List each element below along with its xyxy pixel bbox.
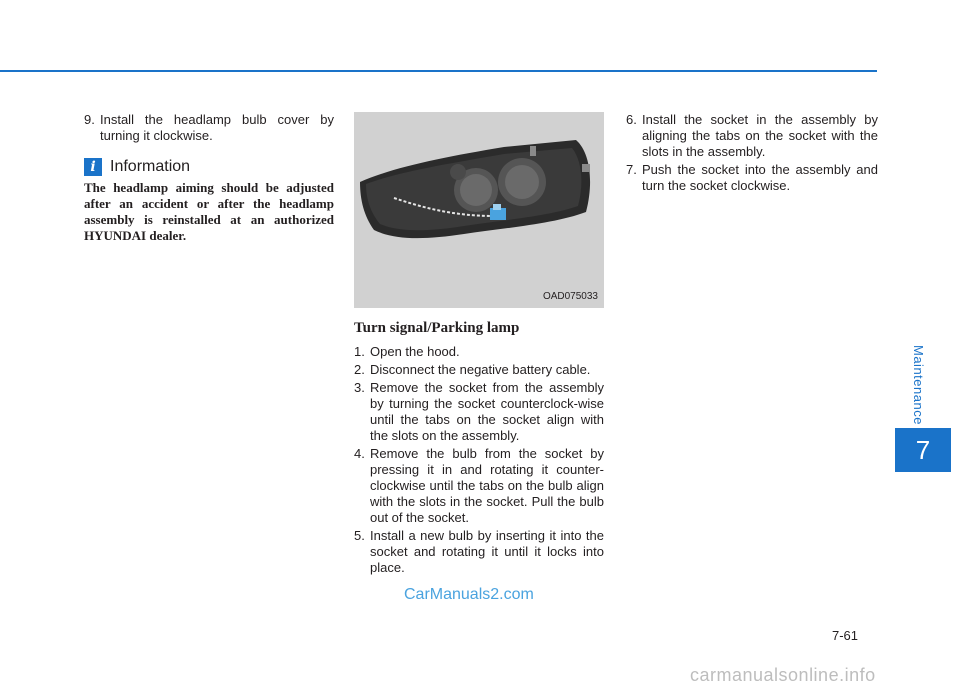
step-number: 2. — [354, 362, 365, 377]
left-column — [84, 112, 334, 244]
step-number: 7. — [626, 162, 637, 177]
footer-watermark: carmanualsonline.info — [690, 665, 876, 685]
watermark-link[interactable]: CarManuals2.com — [404, 586, 534, 603]
middle-column — [354, 112, 604, 578]
step-3 — [354, 380, 604, 444]
step-2 — [354, 362, 604, 378]
step-text: Install a new bulb by inserting it into the socket and rotating it until it locks into place. — [370, 528, 604, 575]
step-9 — [84, 112, 334, 144]
info-icon: i — [84, 158, 102, 176]
information-heading — [84, 158, 334, 176]
step-7 — [626, 162, 878, 194]
step-number: 1. — [354, 344, 365, 359]
step-text: Open the hood. — [370, 344, 460, 359]
right-column — [626, 112, 878, 196]
step-text: Disconnect the negative battery cable. — [370, 362, 591, 377]
step-4 — [354, 446, 604, 526]
headlamp-illustration — [354, 112, 604, 308]
step-number: 4. — [354, 446, 365, 461]
section-label: Maintenance — [911, 345, 926, 425]
step-text: Remove the bulb from the socket by pressing it in and rotating it counter-clockwise until the tabs on the bulb align with the slots in the socket. Pull the bulb out of the socket. — [370, 446, 604, 525]
step-number: 6. — [626, 112, 637, 127]
headlamp-drawing — [354, 112, 604, 308]
step-number: 5. — [354, 528, 365, 543]
information-text: The headlamp aiming should be adjusted after an accident or after the headlamp assembly is reinstalled at an authorized HYUNDAI dealer. — [84, 180, 334, 243]
step-text: Install the headlamp bulb cover by turning it clockwise. — [100, 112, 334, 143]
step-number: 3. — [354, 380, 365, 395]
step-1 — [354, 344, 604, 360]
information-title: Information — [110, 158, 191, 175]
figure-code: OAD075033 — [542, 291, 598, 302]
header-rule — [0, 70, 877, 72]
page-number: 7-61 — [832, 628, 859, 643]
step-text: Remove the socket from the assembly by turning the socket counterclock-wise until the tabs on the socket align with the slots on the assembly. — [370, 380, 604, 443]
step-text: Install the socket in the assembly by aligning the tabs on the socket with the slots in the assembly. — [642, 112, 878, 159]
section-title: Turn signal/Parking lamp — [354, 320, 520, 336]
step-number: 9. — [84, 112, 95, 127]
step-6 — [626, 112, 878, 160]
step-text: Push the socket into the assembly and turn the socket clockwise. — [642, 162, 878, 193]
chapter-number-badge: 7 — [895, 428, 951, 472]
step-5 — [354, 528, 604, 576]
